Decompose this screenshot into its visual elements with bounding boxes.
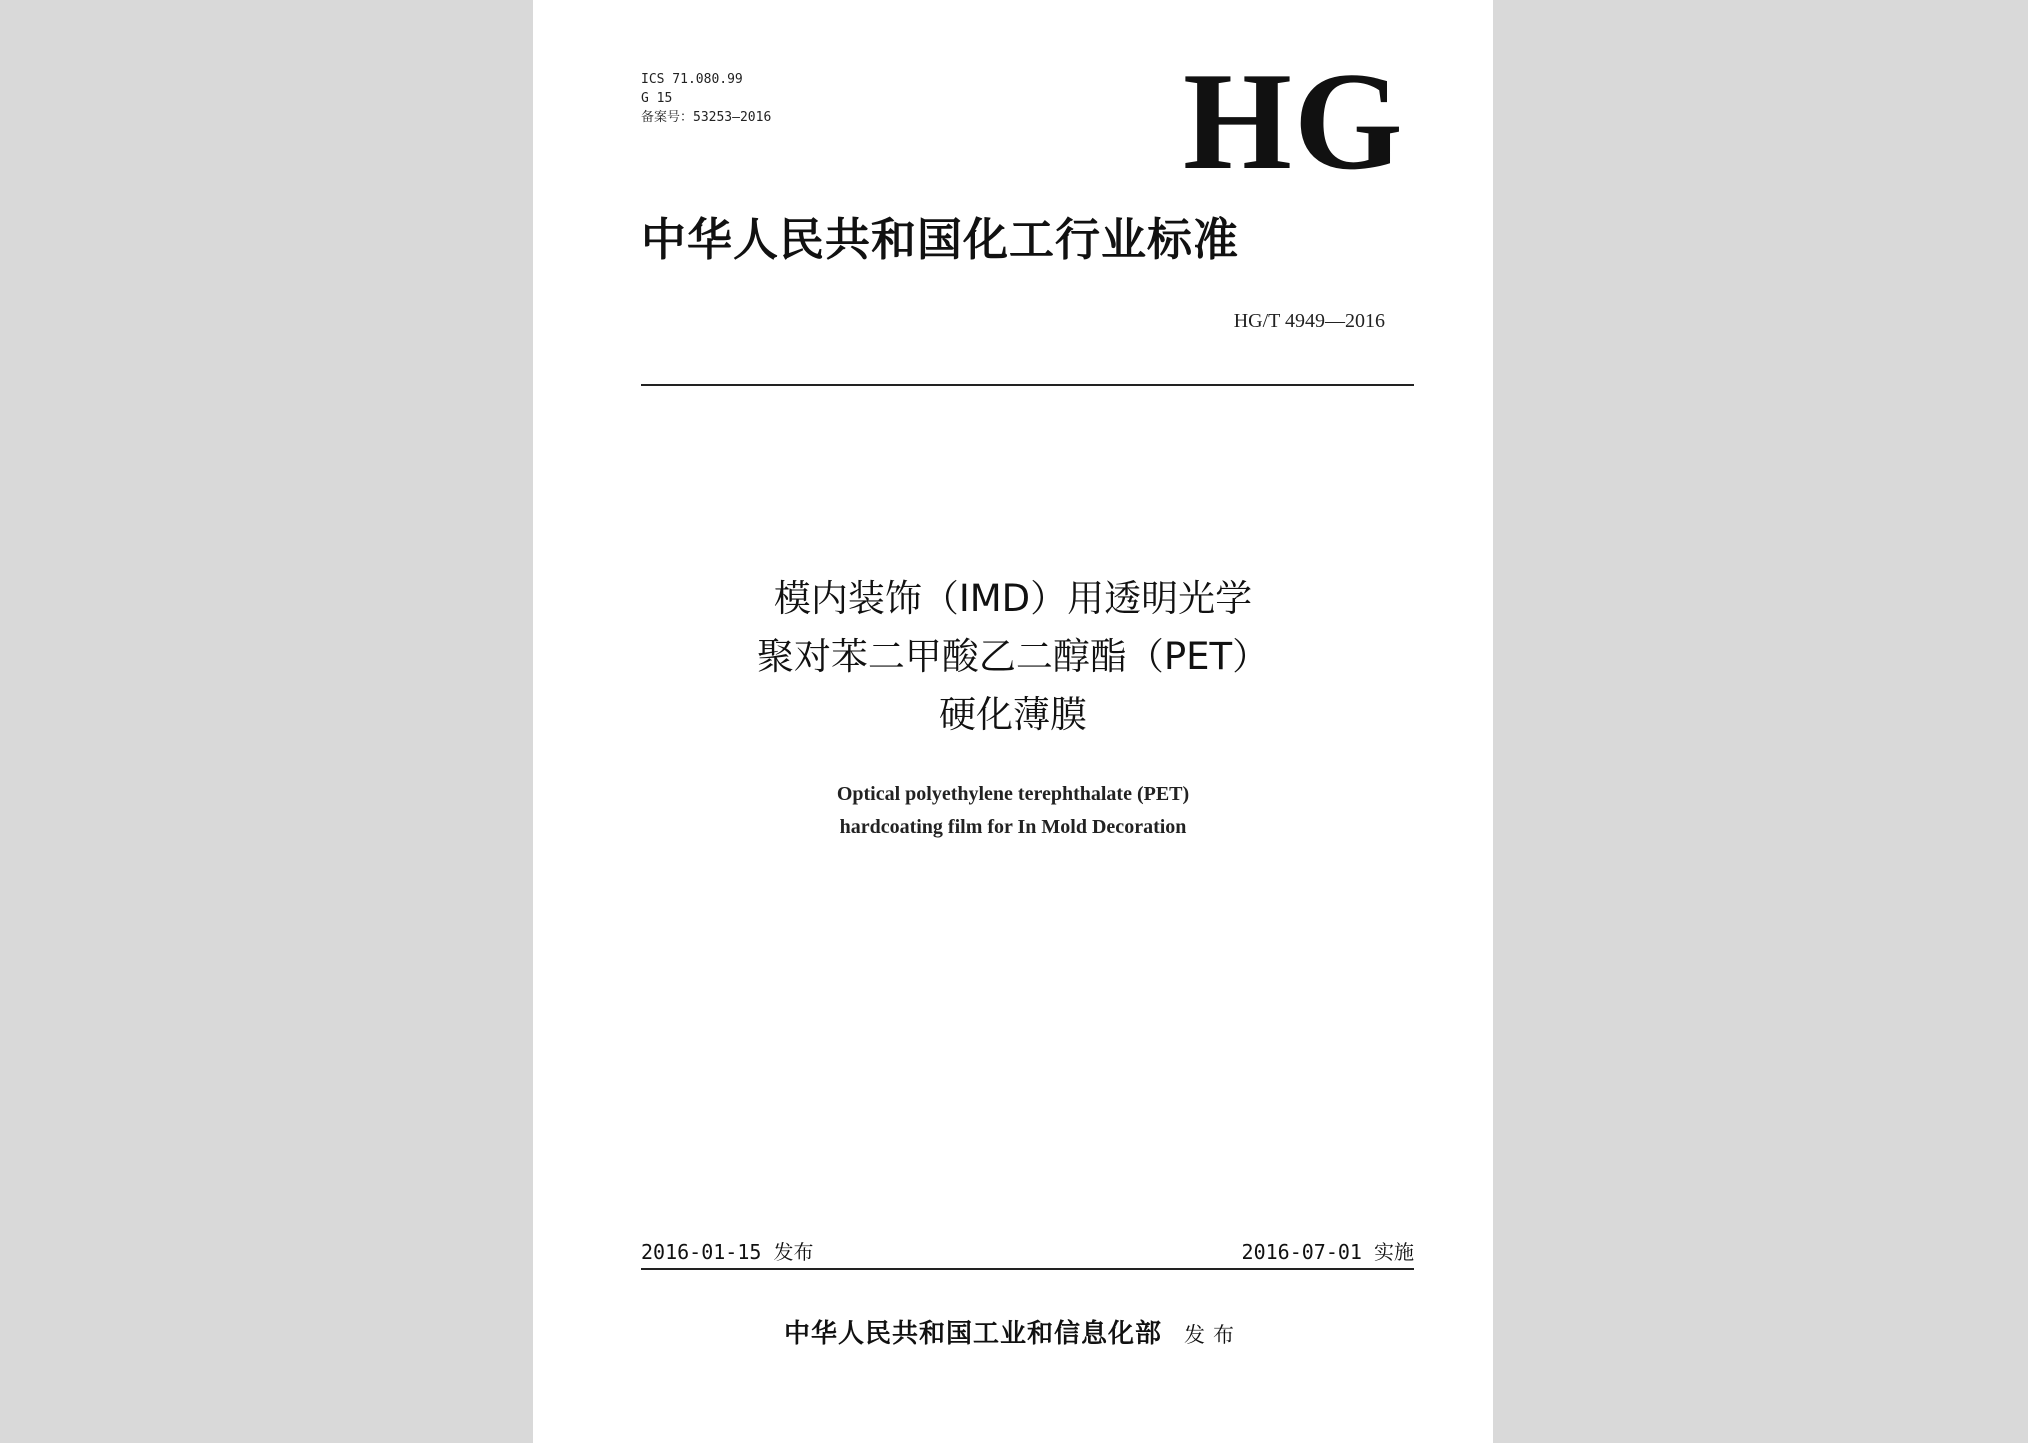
dates-row [641,1236,1414,1266]
top-divider [641,384,1414,386]
chinese-title [533,570,1493,744]
implementation-date: 2016-07-01 实施 [1241,1240,1414,1264]
chinese-title-line-2: 聚对苯二甲酸乙二醇酯（PET） [756,635,1270,678]
classification-block [641,70,771,127]
english-title [533,778,1493,844]
cover-page [533,0,1493,1443]
chinese-title-line-3: 硬化薄膜 [939,693,1087,736]
publisher-suffix: 发布 [1184,1323,1242,1347]
english-title-line-2: hardcoating film for In Mold Decoration [839,816,1187,838]
hg-logo: HG [1183,44,1405,199]
ics-code: ICS 71.080.99 [641,72,743,87]
chinese-title-line-1: 模内装饰（IMD）用透明光学 [773,577,1253,620]
publisher-org: 中华人民共和国工业和信息化部 [783,1319,1162,1349]
english-title-line-1: Optical polyethylene terephthalate (PET) [836,783,1190,805]
publisher-line [533,1313,1493,1350]
standard-name: 中华人民共和国化工行业标准 [641,213,1240,266]
ccs-code: G 15 [641,91,673,106]
bottom-divider [641,1268,1414,1270]
filing-number: 备案号：53253—2016 [641,110,772,125]
standard-number: HG/T 4949—2016 [1233,310,1385,332]
issue-date: 2016-01-15 发布 [641,1240,814,1264]
